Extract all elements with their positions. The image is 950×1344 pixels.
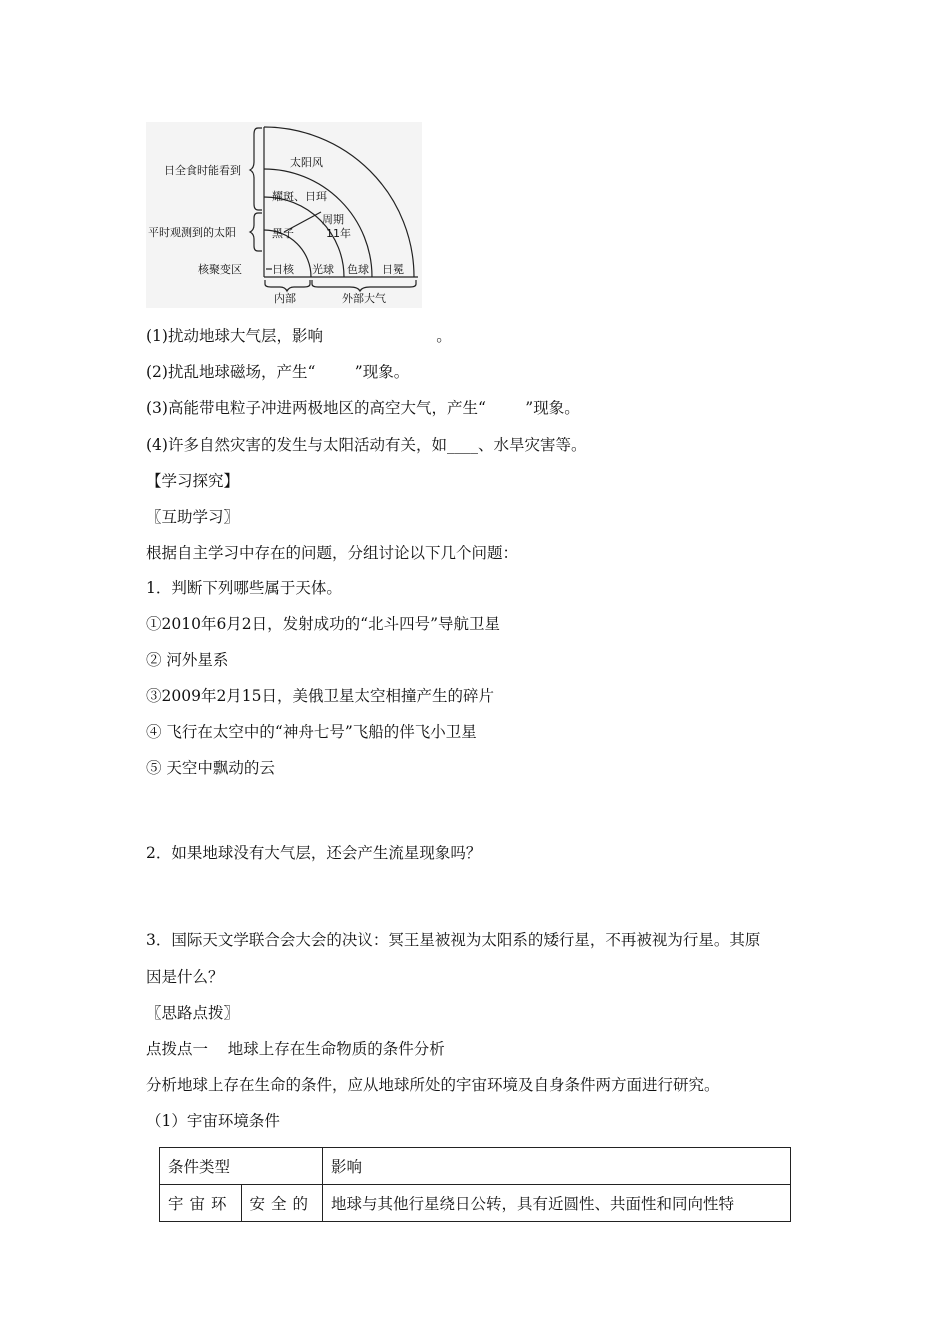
table-header-type: 条件类型 [160,1148,323,1185]
problem-2: 2．如果地球没有大气层，还会产生流星现象吗？ [146,844,482,862]
table-cell-effect: 地球与其他行星绕日公转，具有近圆性、共面性和同向性特 [323,1185,791,1222]
cosmic-conditions-title: （1）宇宙环境条件 [146,1112,280,1130]
option-3: ③2009年2月15日，美俄卫星太空相撞产生的碎片 [146,687,495,705]
interior-brace [265,280,310,291]
effect-question-3: (3)高能带电粒子冲进两极地区的高空大气，产生“ ”现象。 [146,399,580,417]
eclipse-brace [250,128,262,210]
option-4: ④ 飞行在太空中的“神舟七号”飞船的伴飞小卫星 [146,723,477,741]
analysis-paragraph: 分析地球上存在生命的条件，应从地球所处的宇宙环境及自身条件两方面进行研究。 [146,1076,720,1094]
label-flare-prominence: 耀斑、日珥 [272,190,327,203]
subheading-mutual-learning: 〖互助学习〗 [146,508,240,526]
label-period: 周期 [322,213,344,226]
label-period-years: 11年 [326,227,351,240]
subheading-hints: 〖思路点拨〗 [146,1004,240,1022]
conditions-table [159,1147,791,1222]
label-interior: 内部 [274,292,296,305]
outer-atmosphere-brace [312,280,416,291]
label-fusion-zone: 核聚变区 [198,263,242,276]
table-cell-category: 宇宙环 [160,1185,242,1222]
intro-paragraph: 根据自主学习中存在的问题，分组讨论以下几个问题： [146,544,519,562]
effect-question-1: (1)扰动地球大气层，影响 。 [146,327,452,345]
table-header-effect: 影响 [323,1148,791,1185]
problem-3-line-2: 因是什么？ [146,968,224,986]
problem-3-line-1: 3．国际天文学联合会大会的决议：冥王星被视为太阳系的矮行星，不再被视为行星。其原 [146,931,761,949]
option-1: ①2010年6月2日，发射成功的“北斗四号”导航卫星 [146,615,501,633]
option-2: ② 河外星系 [146,651,229,669]
label-core: 日核 [272,263,294,276]
label-total-eclipse: 日全食时能看到 [164,164,241,177]
option-5: ⑤ 天空中飘动的云 [146,759,275,777]
sun-structure-svg [146,122,422,308]
effect-question-2: (2)扰乱地球磁场，产生“ ”现象。 [146,363,410,381]
sun-structure-diagram [146,122,422,308]
point-1-heading: 点拨点一 地球上存在生命物质的条件分析 [146,1040,445,1058]
label-outer-atmosphere: 外部大气 [342,292,386,305]
table-cell-subcategory: 安全的 [241,1185,323,1222]
label-sunspot: 黑子 [272,227,294,240]
section-heading-explore: 【学习探究】 [146,472,240,490]
label-solar-wind: 太阳风 [290,156,323,169]
label-corona: 日冕 [382,263,404,276]
label-chromosphere: 色球 [347,263,369,276]
table-row [160,1185,791,1222]
label-photosphere: 光球 [312,263,334,276]
effect-question-4: (4)许多自然灾害的发生与太阳活动有关，如____、水旱灾害等。 [146,436,587,454]
chromosphere-arc [264,169,372,277]
observe-brace [250,213,262,251]
problem-1: 1．判断下列哪些属于天体。 [146,579,342,597]
table-header-row [160,1148,791,1185]
label-normal-observe: 平时观测到的太阳 [148,226,236,239]
